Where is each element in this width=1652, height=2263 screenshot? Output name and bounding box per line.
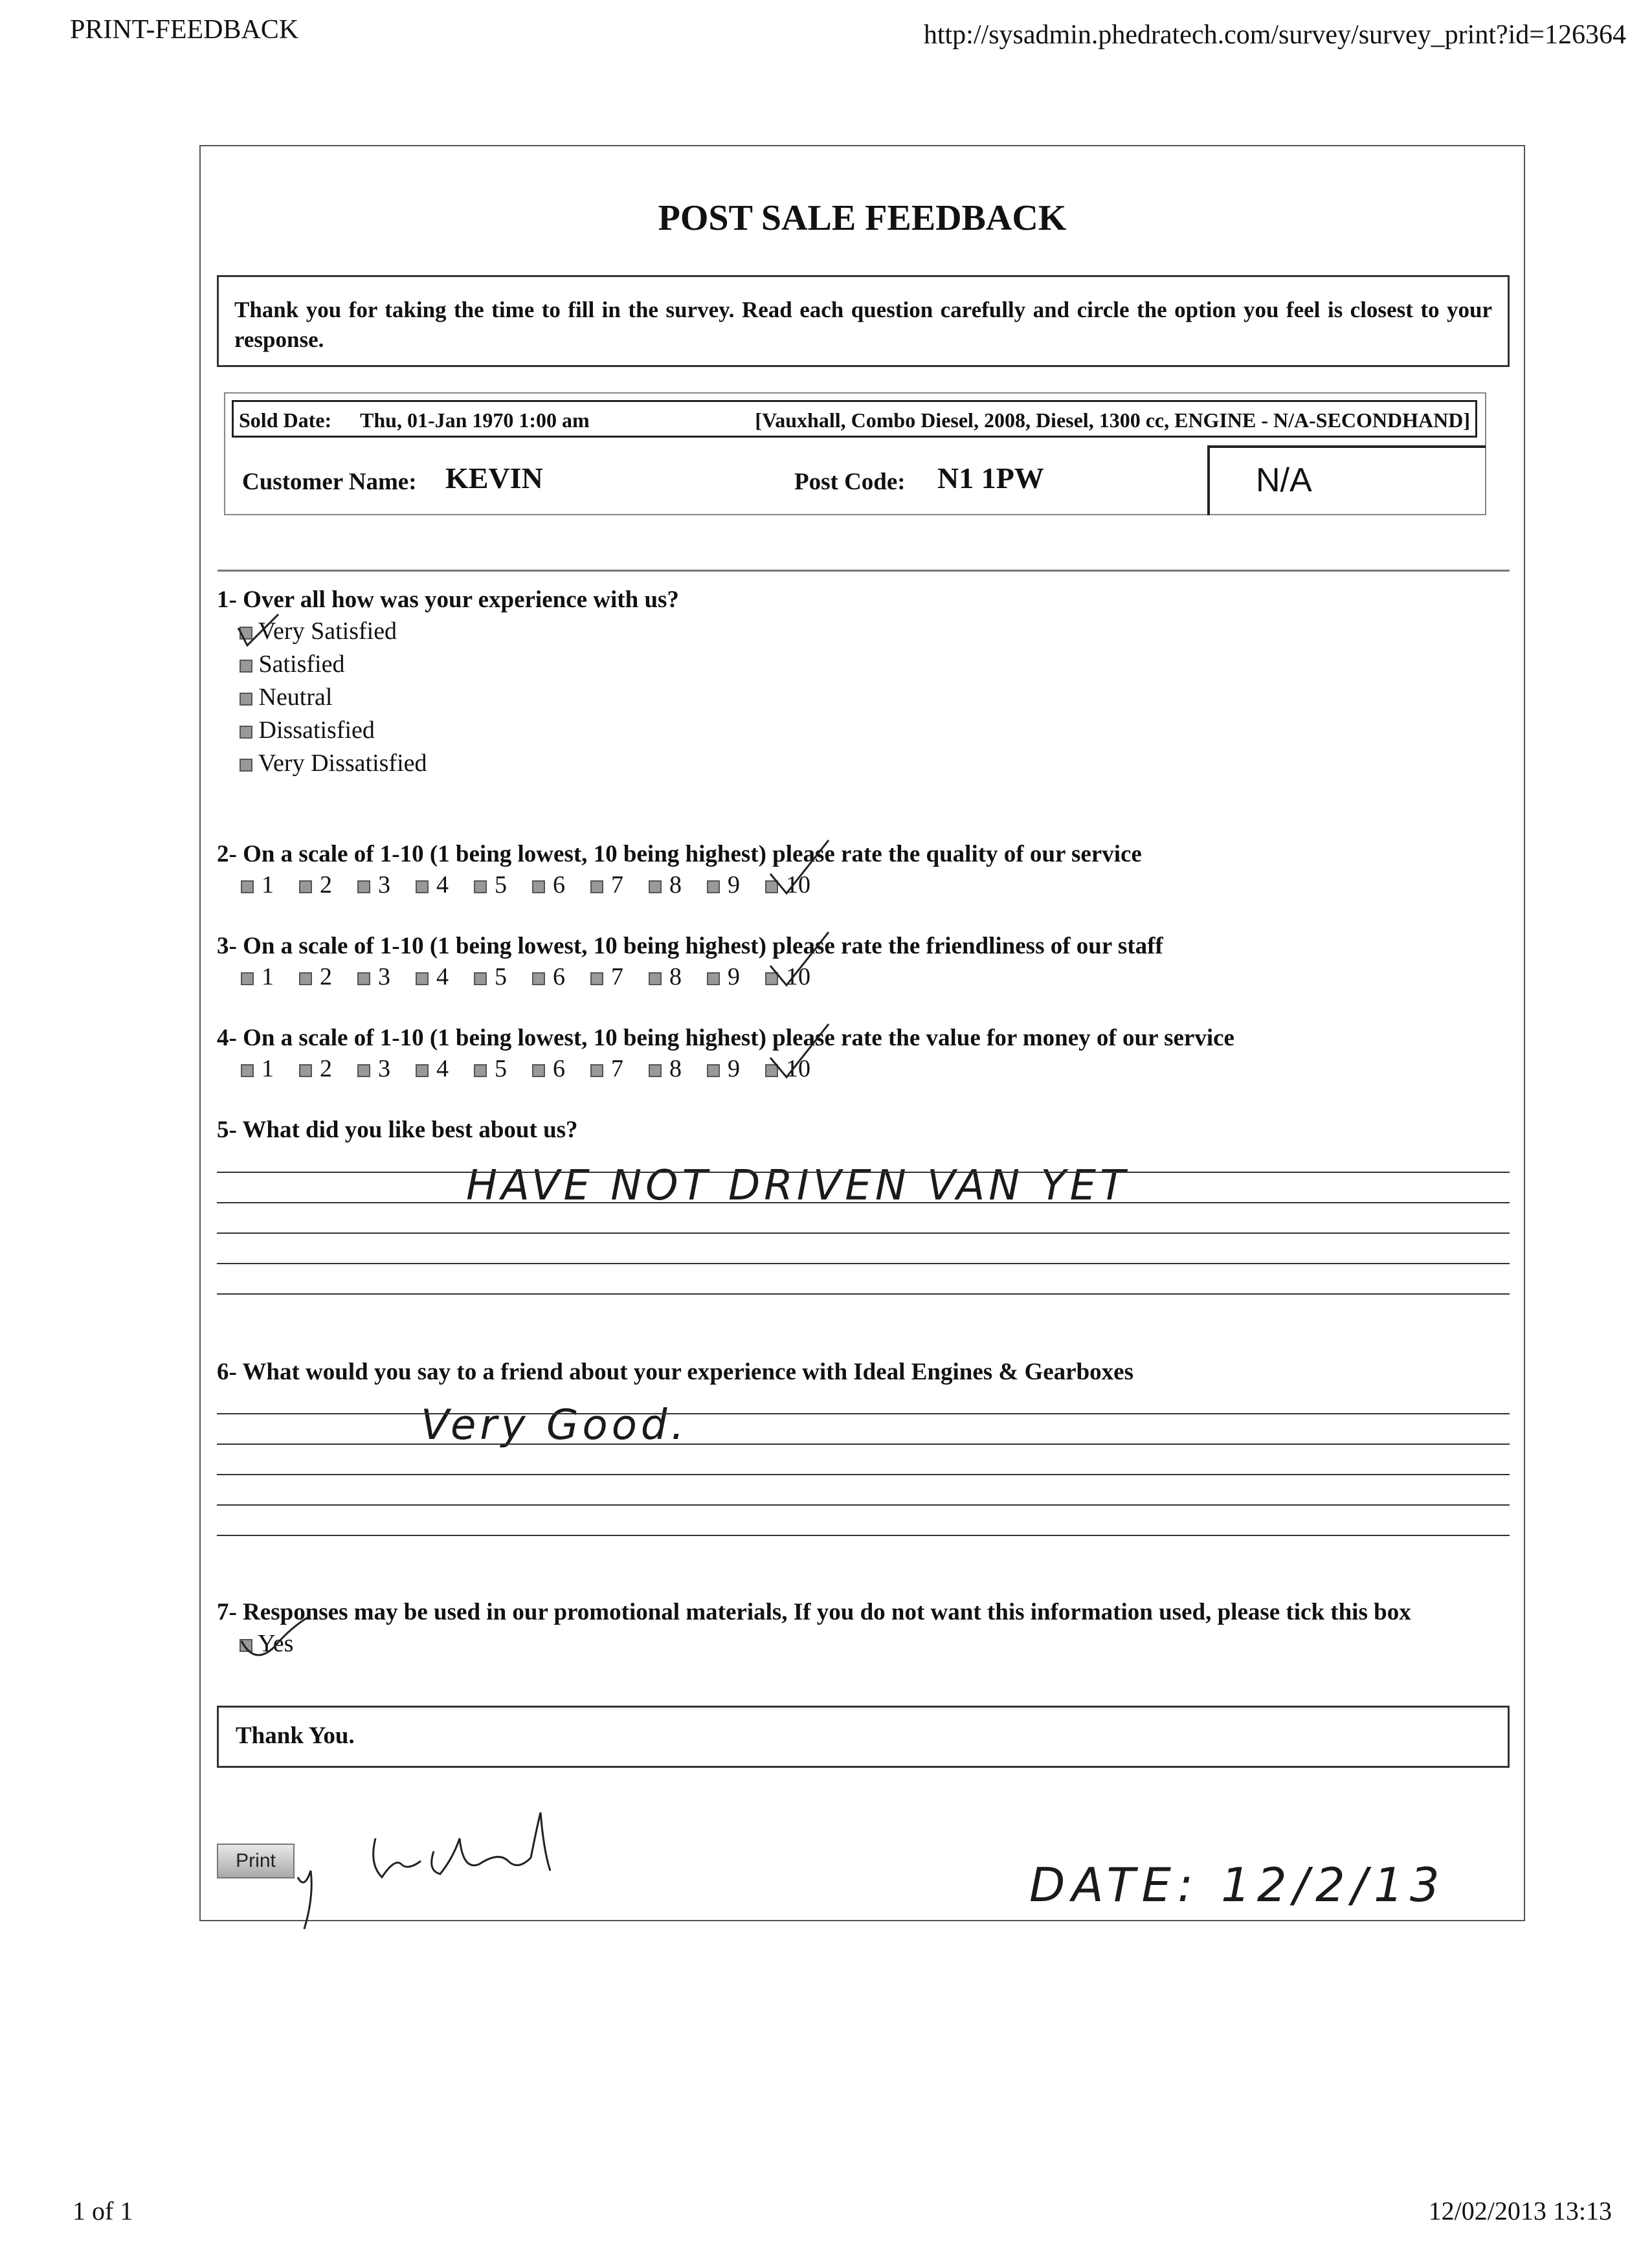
answer-line bbox=[217, 1474, 1510, 1475]
checkbox[interactable] bbox=[299, 972, 312, 985]
q1-option-neutral[interactable] bbox=[240, 683, 332, 711]
q2-option-3[interactable]: 3 bbox=[357, 871, 416, 899]
q4-option-2[interactable]: 2 bbox=[299, 1054, 357, 1083]
q2-option-6[interactable]: 6 bbox=[532, 871, 590, 899]
question-2: 2- On a scale of 1-10 (1 being lowest, 10 being highest) please rate the quality of our service bbox=[217, 841, 1142, 867]
q3-option-8[interactable]: 8 bbox=[649, 963, 707, 991]
sold-date-box bbox=[232, 400, 1477, 438]
question-4: 4- On a scale of 1-10 (1 being lowest, 10 being highest) please rate the value for money of our service bbox=[217, 1025, 1234, 1051]
thank-you-text: Thank You. bbox=[236, 1722, 355, 1749]
handwritten-signature bbox=[285, 1800, 660, 1935]
post-code-label: Post Code: bbox=[794, 469, 906, 495]
answer-line bbox=[217, 1535, 1510, 1536]
q2-option-7[interactable]: 7 bbox=[590, 871, 649, 899]
q2-option-5[interactable]: 5 bbox=[474, 871, 532, 899]
handwritten-date: DATE: 12/2/13 bbox=[1029, 1858, 1446, 1912]
page-number: 1 of 1 bbox=[73, 2196, 133, 2225]
q3-option-1[interactable]: 1 bbox=[241, 963, 299, 991]
checkbox[interactable] bbox=[416, 972, 429, 985]
q5-handwritten-answer: HAVE NOT DRIVEN VAN YET bbox=[466, 1162, 1130, 1210]
checkbox[interactable] bbox=[707, 972, 720, 985]
checkbox[interactable] bbox=[474, 972, 487, 985]
checkbox[interactable] bbox=[590, 880, 603, 893]
answer-line bbox=[217, 1504, 1510, 1506]
intro-text: Thank you for taking the time to fill in the survey. Read each question carefully and circle the option you feel is closest to your response. bbox=[217, 275, 1510, 367]
checkbox[interactable] bbox=[241, 880, 254, 893]
q2-option-10[interactable]: 10 bbox=[765, 871, 823, 899]
customer-name-label: Customer Name: bbox=[242, 469, 417, 495]
option-label: Very Satisfied bbox=[258, 618, 397, 645]
option-label: Neutral bbox=[258, 684, 333, 711]
checkbox[interactable] bbox=[649, 972, 662, 985]
checkbox[interactable] bbox=[590, 1064, 603, 1077]
checkbox[interactable] bbox=[532, 972, 545, 985]
option-label: Yes bbox=[258, 1630, 294, 1657]
customer-name-value: KEVIN bbox=[445, 462, 543, 495]
checkbox[interactable] bbox=[474, 880, 487, 893]
checkbox[interactable] bbox=[707, 1064, 720, 1077]
question-5: 5- What did you like best about us? bbox=[217, 1117, 578, 1143]
q2-option-9[interactable]: 9 bbox=[707, 871, 765, 899]
checkbox[interactable] bbox=[590, 972, 603, 985]
q1-option-very-dissatisfied[interactable] bbox=[240, 749, 427, 777]
q4-option-5[interactable]: 5 bbox=[474, 1054, 532, 1083]
q3-option-7[interactable]: 7 bbox=[590, 963, 649, 991]
q3-option-10[interactable]: 10 bbox=[765, 963, 823, 991]
answer-line bbox=[217, 1263, 1510, 1264]
answer-line bbox=[217, 1444, 1510, 1445]
q2-option-2[interactable]: 2 bbox=[299, 871, 357, 899]
q2-option-1[interactable]: 1 bbox=[241, 871, 299, 899]
checkbox[interactable] bbox=[416, 1064, 429, 1077]
checkbox[interactable] bbox=[532, 880, 545, 893]
question-7: 7- Responses may be used in our promotional materials, If you do not want this information used, please tick this box bbox=[217, 1599, 1411, 1625]
tick-mark-q1 bbox=[233, 612, 285, 651]
q4-scale bbox=[241, 1054, 823, 1083]
q2-option-8[interactable]: 8 bbox=[649, 871, 707, 899]
answer-line bbox=[217, 1202, 1510, 1203]
print-timestamp: 12/02/2013 13:13 bbox=[1428, 2196, 1612, 2225]
checkbox[interactable] bbox=[241, 972, 254, 985]
print-button[interactable]: Print bbox=[217, 1844, 295, 1878]
checkbox[interactable] bbox=[299, 1064, 312, 1077]
thank-you-box bbox=[217, 1706, 1510, 1768]
q3-scale bbox=[241, 963, 823, 991]
q3-option-5[interactable]: 5 bbox=[474, 963, 532, 991]
tick-mark-q7 bbox=[238, 1615, 316, 1667]
checkbox[interactable] bbox=[299, 880, 312, 893]
print-title: PRINT-FEEDBACK bbox=[70, 15, 299, 45]
q4-option-8[interactable]: 8 bbox=[649, 1054, 707, 1083]
q1-option-satisfied[interactable] bbox=[240, 650, 344, 678]
tick-mark-q3 bbox=[764, 927, 835, 988]
q4-option-6[interactable]: 6 bbox=[532, 1054, 590, 1083]
q4-option-7[interactable]: 7 bbox=[590, 1054, 649, 1083]
checkbox[interactable] bbox=[240, 759, 252, 772]
answer-line bbox=[217, 1172, 1510, 1173]
checkbox[interactable] bbox=[357, 972, 370, 985]
page-url: http://sysadmin.phedratech.com/survey/survey_print?id=126364 bbox=[923, 20, 1626, 50]
q2-option-4[interactable]: 4 bbox=[416, 871, 474, 899]
checkbox[interactable] bbox=[357, 1064, 370, 1077]
answer-line bbox=[217, 1232, 1510, 1234]
sold-date-value: Thu, 01-Jan 1970 1:00 am bbox=[360, 408, 590, 432]
q3-option-3[interactable]: 3 bbox=[357, 963, 416, 991]
answer-line bbox=[217, 1293, 1510, 1295]
option-label: Very Dissatisfied bbox=[258, 750, 427, 777]
form-title: POST SALE FEEDBACK bbox=[658, 198, 1067, 238]
q6-handwritten-answer: Very Good. bbox=[421, 1401, 688, 1449]
tick-mark-q4 bbox=[764, 1019, 835, 1080]
q4-option-10[interactable]: 10 bbox=[765, 1054, 823, 1083]
post-code-value: N1 1PW bbox=[937, 462, 1044, 495]
vehicle-description: [Vauxhall, Combo Diesel, 2008, Diesel, 1300 cc, ENGINE - N/A-SECONDHAND] bbox=[755, 408, 1470, 432]
tick-mark-q2 bbox=[764, 835, 835, 897]
q3-option-4[interactable]: 4 bbox=[416, 963, 474, 991]
q3-option-2[interactable]: 2 bbox=[299, 963, 357, 991]
q4-option-3[interactable]: 3 bbox=[357, 1054, 416, 1083]
checkbox[interactable] bbox=[241, 1064, 254, 1077]
question-6: 6- What would you say to a friend about your experience with Ideal Engines & Gearboxes bbox=[217, 1359, 1133, 1385]
checkbox[interactable] bbox=[707, 880, 720, 893]
checkbox[interactable] bbox=[357, 880, 370, 893]
checkbox[interactable] bbox=[649, 880, 662, 893]
na-value: N/A bbox=[1256, 462, 1312, 499]
q4-option-4[interactable]: 4 bbox=[416, 1054, 474, 1083]
question-1: 1- Over all how was your experience with us? bbox=[217, 586, 679, 613]
checkbox[interactable] bbox=[474, 1064, 487, 1077]
q3-option-9[interactable]: 9 bbox=[707, 963, 765, 991]
option-label: Satisfied bbox=[258, 651, 345, 678]
na-box bbox=[1207, 445, 1486, 515]
checkbox[interactable] bbox=[240, 693, 252, 706]
question-3: 3- On a scale of 1-10 (1 being lowest, 10 being highest) please rate the friendliness of our staff bbox=[217, 933, 1163, 959]
q3-option-6[interactable]: 6 bbox=[532, 963, 590, 991]
option-label: Dissatisfied bbox=[258, 717, 375, 744]
checkbox[interactable] bbox=[416, 880, 429, 893]
checkbox[interactable] bbox=[532, 1064, 545, 1077]
q4-option-9[interactable]: 9 bbox=[707, 1054, 765, 1083]
checkbox[interactable] bbox=[240, 660, 252, 673]
q1-option-dissatisfied[interactable] bbox=[240, 716, 375, 744]
sold-date-label: Sold Date: bbox=[239, 408, 332, 432]
q4-option-1[interactable]: 1 bbox=[241, 1054, 299, 1083]
checkbox[interactable] bbox=[649, 1064, 662, 1077]
answer-line bbox=[217, 1413, 1510, 1414]
checkbox[interactable] bbox=[240, 726, 252, 739]
q2-scale bbox=[241, 871, 823, 899]
divider bbox=[218, 570, 1510, 572]
